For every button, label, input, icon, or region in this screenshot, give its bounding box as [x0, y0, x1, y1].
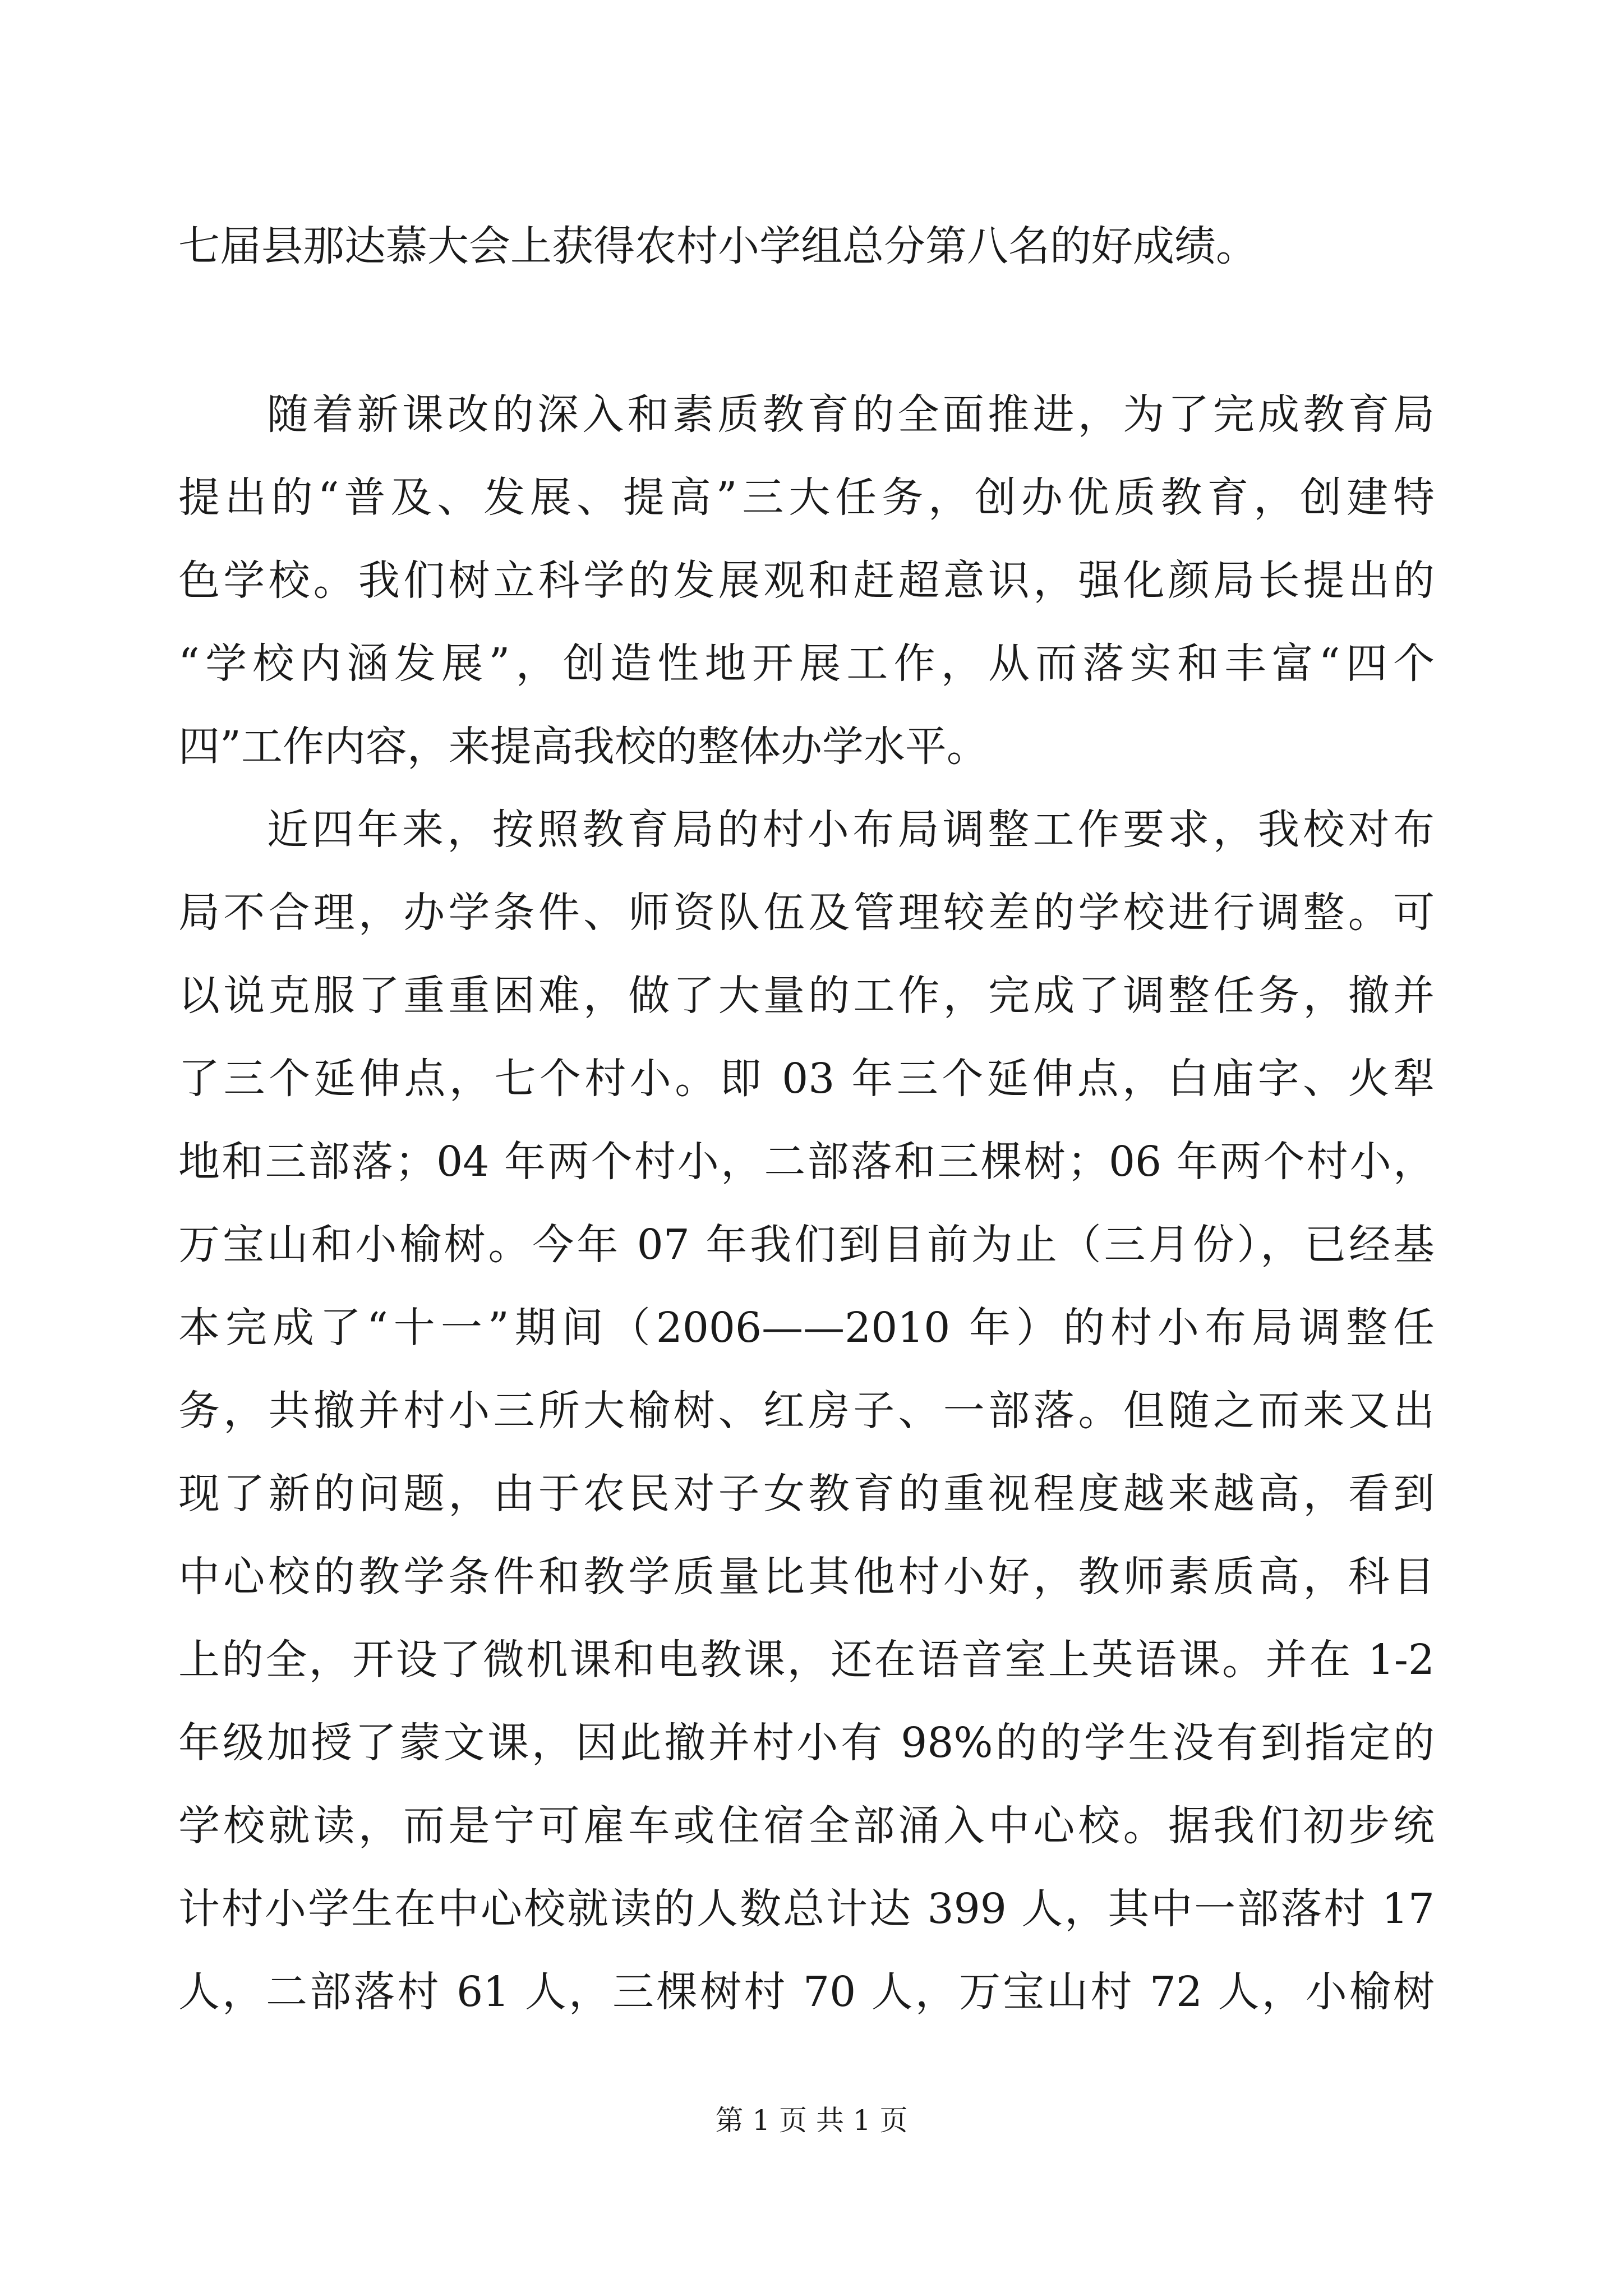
- text-line: 提出的“普及、发展、提高”三大任务，创办优质教育，创建特: [178, 473, 1435, 522]
- text-line: 现了新的问题，由于农民对子女教育的重视程度越来越高，看到: [178, 1470, 1435, 1518]
- text-line: “学校内涵发展”，创造性地开展工作，从而落实和丰富“四个: [178, 639, 1435, 688]
- text-line: 年级加授了蒙文课，因此撤并村小有 98%的的学生没有到指定的: [178, 1719, 1435, 1767]
- page-footer: 第 1 页 共 1 页: [715, 2104, 908, 2137]
- text-line: 中心校的教学条件和教学质量比其他村小好，教师素质高，科目: [178, 1553, 1435, 1601]
- text-line: 本完成了“十一”期间（2006——2010 年）的村小布局调整任: [178, 1304, 1435, 1352]
- text-line: 七届县那达慕大会上获得农村小学组总分第八名的好成绩。: [178, 222, 1257, 270]
- text-line: 学校就读，而是宁可雇车或住宿全部涌入中心校。据我们初步统: [178, 1802, 1435, 1850]
- text-line: 万宝山和小榆树。今年 07 年我们到目前为止（三月份），已经基: [178, 1221, 1435, 1269]
- text-line: 局不合理，办学条件、师资队伍及管理较差的学校进行调整。可: [178, 889, 1435, 937]
- text-line: 人，二部落村 61 人，三棵树村 70 人，万宝山村 72 人，小榆树: [178, 1968, 1435, 2016]
- text-line: 上的全，开设了微机课和电教课，还在语音室上英语课。并在 1-2: [178, 1636, 1435, 1684]
- text-line: 了三个延伸点，七个村小。即 03 年三个延伸点，白庙字、火犁: [178, 1055, 1435, 1103]
- text-line: 地和三部落；04 年两个村小，二部落和三棵树；06 年两个村小，: [178, 1138, 1435, 1186]
- text-line: 计村小学生在中心校就读的人数总计达 399 人，其中一部落村 17: [178, 1885, 1435, 1933]
- paragraph-first-line: 随着新课改的深入和素质教育的全面推进，为了完成教育局: [267, 390, 1435, 439]
- text-line: 以说克服了重重困难，做了大量的工作，完成了调整任务，撤并: [178, 972, 1435, 1020]
- paragraph-first-line: 近四年来，按照教育局的村小布局调整工作要求，我校对布: [267, 806, 1435, 854]
- text-line: 色学校。我们树立科学的发展观和赶超意识，强化颜局长提出的: [178, 556, 1435, 605]
- text-line: 务，共撤并村小三所大榆树、红房子、一部落。但随之而来又出: [178, 1387, 1435, 1435]
- text-line: 四”工作内容，来提高我校的整体办学水平。: [178, 723, 988, 771]
